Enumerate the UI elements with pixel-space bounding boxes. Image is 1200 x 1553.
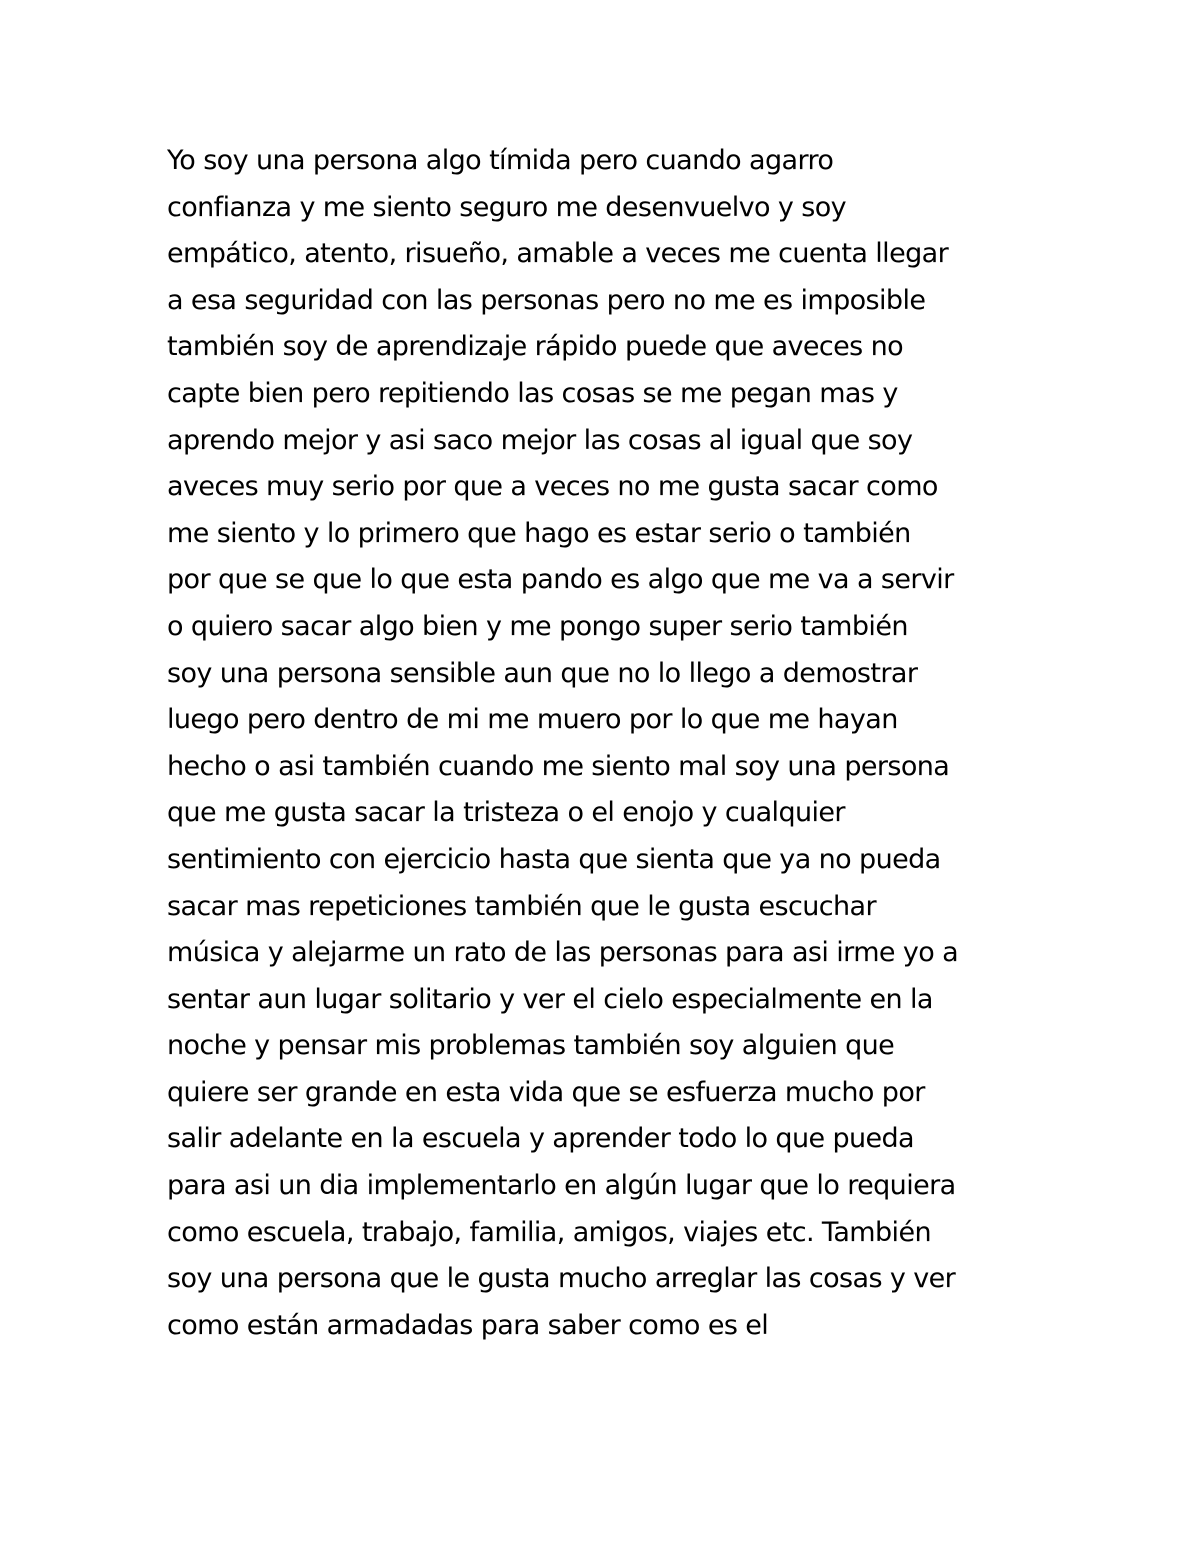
paragraph-line: por que se que lo que esta pando es algo que me va a servir — [167, 564, 954, 596]
paragraph-line: como están armadadas para saber como es el — [167, 1309, 769, 1341]
paragraph-line: empático, atento, risueño, amable a veces me cuenta llegar — [167, 238, 949, 270]
paragraph-line: soy una persona sensible aun que no lo llego a demostrar — [167, 657, 918, 689]
paragraph-line: para asi un dia implementarlo en algún lugar que lo requiera — [167, 1170, 956, 1202]
paragraph-line: quiere ser grande en esta vida que se esfuerza mucho por — [167, 1076, 925, 1108]
paragraph-line: a esa seguridad con las personas pero no me es imposible — [167, 284, 926, 316]
paragraph-line: que me gusta sacar la tristeza o el enojo y cualquier — [167, 797, 845, 829]
paragraph-line: como escuela, trabajo, familia, amigos, viajes etc. También — [167, 1216, 931, 1248]
paragraph-line: o quiero sacar algo bien y me pongo super serio también — [167, 610, 908, 642]
paragraph-line: aprendo mejor y asi saco mejor las cosas al igual que soy — [167, 424, 913, 456]
paragraph-line: confianza y me siento seguro me desenvuelvo y soy — [167, 191, 847, 223]
paragraph-line: me siento y lo primero que hago es estar serio o también — [167, 517, 911, 549]
paragraph-line: capte bien pero repitiendo las cosas se me pegan mas y — [167, 377, 898, 409]
paragraph-line: también soy de aprendizaje rápido puede que aveces no — [167, 331, 904, 363]
paragraph-line: música y alejarme un rato de las personas para asi irme yo a — [167, 937, 959, 969]
paragraph-line: Yo soy una persona algo tímida pero cuando agarro — [167, 145, 834, 176]
paragraph-line: sacar mas repeticiones también que le gusta escuchar — [167, 890, 876, 922]
paragraph-line: aveces muy serio por que a veces no me gusta sacar como — [167, 471, 938, 503]
paragraph-line: luego pero dentro de mi me muero por lo que me hayan — [167, 704, 898, 736]
paragraph-line: sentar aun lugar solitario y ver el cielo especialmente en la — [167, 983, 933, 1015]
paragraph-line: salir adelante en la escuela y aprender todo lo que pueda — [167, 1123, 914, 1155]
paragraph-line: sentimiento con ejercicio hasta que sienta que ya no pueda — [167, 843, 941, 875]
paragraph-line: soy una persona que le gusta mucho arreglar las cosas y ver — [167, 1263, 956, 1295]
body-paragraph — [167, 138, 1067, 1349]
paragraph-line: noche y pensar mis problemas también soy alguien que — [167, 1030, 895, 1062]
paragraph-line: hecho o asi también cuando me siento mal soy una persona — [167, 750, 950, 782]
